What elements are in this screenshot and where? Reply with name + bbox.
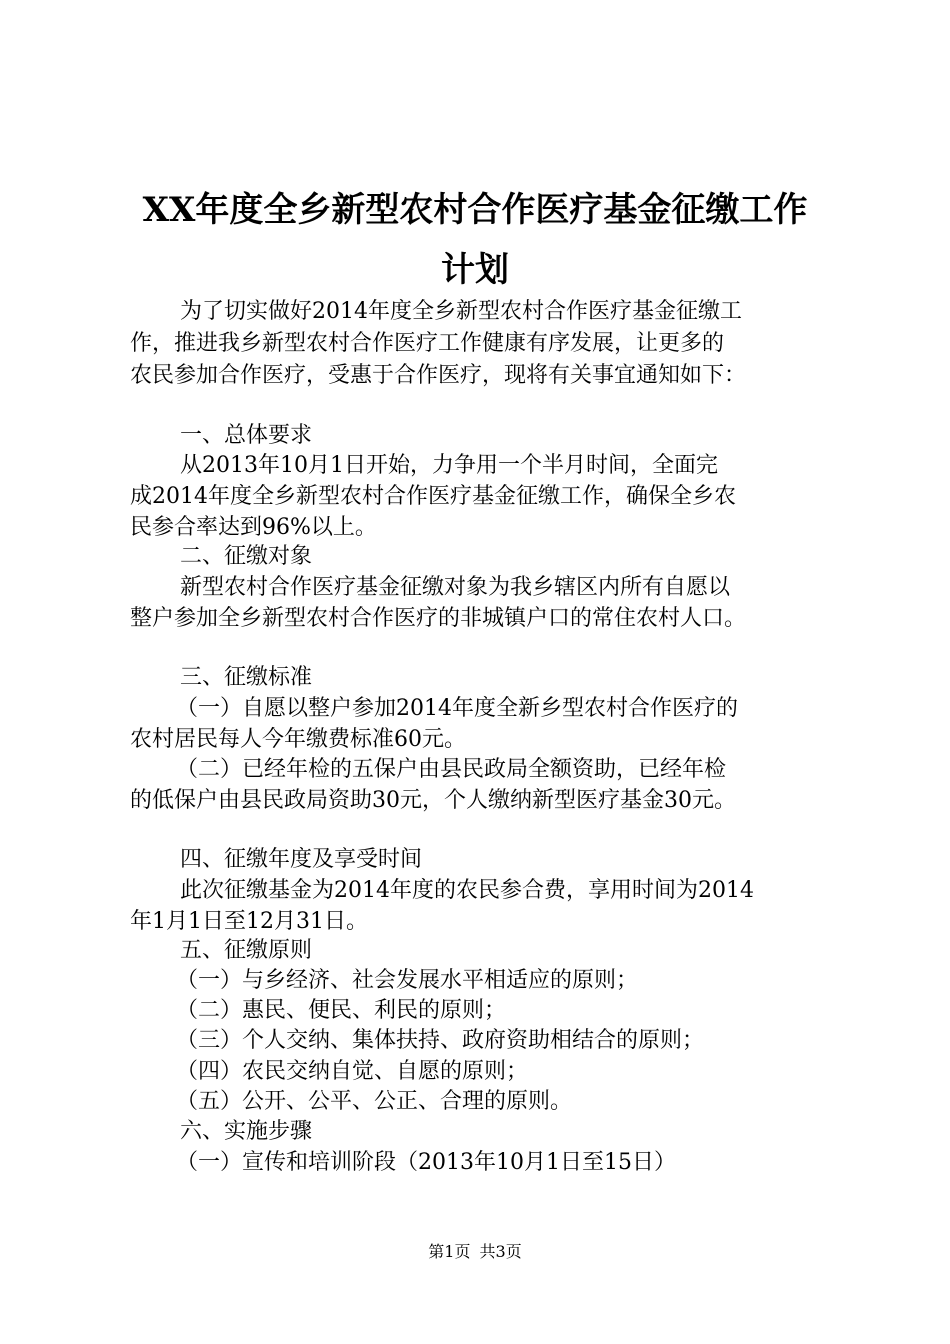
section-1-line-2: 成2014年度全乡新型农村合作医疗基金征缴工作，确保全乡农 — [130, 484, 736, 509]
section-1-line-3: 民参合率达到96%以上。 — [130, 515, 377, 540]
intro-line-2: 作，推进我乡新型农村合作医疗工作健康有序发展，让更多的 — [130, 331, 725, 356]
section-1-heading: 一、总体要求 — [180, 423, 313, 448]
section-3-line-3: （二）已经年检的五保户由县民政局全额资助，已经年检 — [176, 757, 727, 782]
section-3-heading: 三、征缴标准 — [180, 665, 313, 690]
section-3-line-2: 农村居民每人今年缴费标准60元。 — [130, 727, 466, 752]
section-5-line-1: （一）与乡经济、社会发展水平相适应的原则； — [176, 968, 639, 993]
intro-line-3: 农民参加合作医疗，受惠于合作医疗，现将有关事宜通知如下： — [130, 363, 747, 388]
section-4-line-1: 此次征缴基金为2014年度的农民参合费，享用时间为2014 — [180, 878, 754, 903]
section-2-line-1: 新型农村合作医疗基金征缴对象为我乡辖区内所有自愿以 — [180, 575, 731, 600]
document-title-line-1: XX年度全乡新型农村合作医疗基金征缴工作 — [142, 190, 808, 230]
section-6-line-1: （一）宣传和培训阶段（2013年10月1日至15日） — [176, 1150, 676, 1175]
section-2-heading: 二、征缴对象 — [180, 544, 313, 569]
section-4-heading: 四、征缴年度及享受时间 — [180, 847, 423, 872]
section-2-line-2: 整户参加全乡新型农村合作医疗的非城镇户口的常住农村人口。 — [130, 606, 747, 631]
page-number: 第1页 — [428, 1242, 471, 1261]
intro-line-1: 为了切实做好2014年度全乡新型农村合作医疗基金征缴工 — [180, 299, 742, 324]
section-5-line-5: （五）公开、公平、公正、合理的原则。 — [176, 1089, 573, 1114]
section-3-line-1: （一）自愿以整户参加2014年度全新乡型农村合作医疗的 — [176, 696, 738, 721]
page-total: 共3页 — [479, 1242, 522, 1261]
section-5-line-4: （四）农民交纳自觉、自愿的原则； — [176, 1059, 529, 1084]
page-footer — [0, 1242, 950, 1262]
section-4-line-2: 年1月1日至12月31日。 — [130, 909, 368, 934]
section-1-line-1: 从2013年10月1日开始，力争用一个半月时间，全面完 — [180, 453, 718, 478]
section-5-heading: 五、征缴原则 — [180, 938, 313, 963]
document-title-line-2: 计划 — [441, 250, 509, 290]
section-5-line-3: （三）个人交纳、集体扶持、政府资助相结合的原则； — [176, 1028, 705, 1053]
section-5-line-2: （二）惠民、便民、利民的原则； — [176, 998, 507, 1023]
section-6-heading: 六、实施步骤 — [180, 1119, 313, 1144]
section-3-line-4: 的低保户由县民政局资助30元，个人缴纳新型医疗基金30元。 — [130, 788, 736, 813]
